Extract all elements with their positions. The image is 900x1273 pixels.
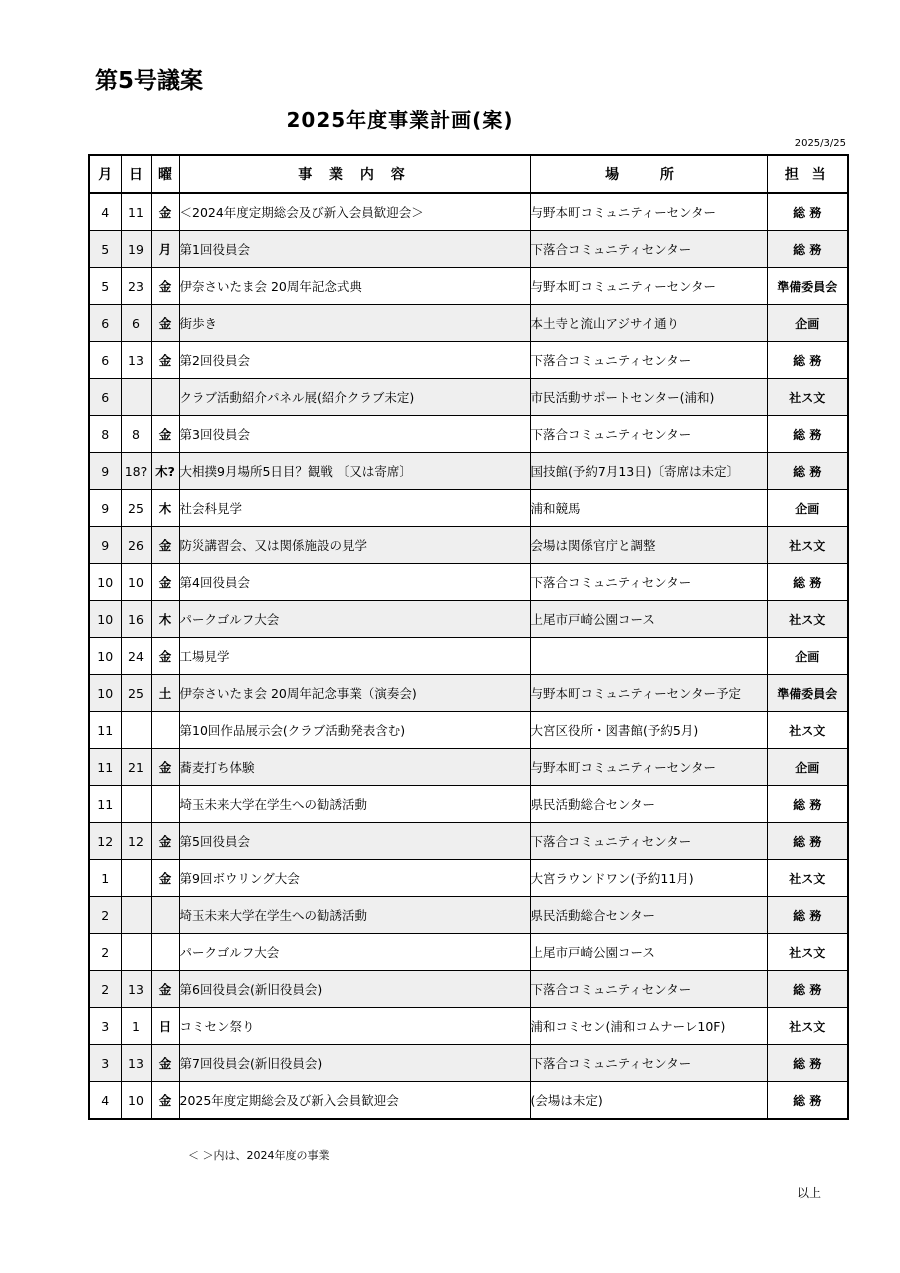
cell-place: 与野本町コミュニティーセンター <box>530 749 767 786</box>
cell-event: 街歩き <box>179 305 530 342</box>
table-row <box>89 453 848 490</box>
cell-day <box>121 860 151 897</box>
cell-day <box>121 712 151 749</box>
cell-place: 浦和競馬 <box>530 490 767 527</box>
cell-month: 6 <box>89 379 121 416</box>
cell-weekday: 金 <box>151 823 179 860</box>
cell-weekday: 土 <box>151 675 179 712</box>
cell-month: 12 <box>89 823 121 860</box>
cell-weekday: 金 <box>151 860 179 897</box>
cell-month: 3 <box>89 1045 121 1082</box>
cell-place: 大宮ラウンドワン(予約11月) <box>530 860 767 897</box>
closing-mark: 以上 <box>797 1186 822 1200</box>
cell-month: 2 <box>89 897 121 934</box>
table-row <box>89 564 848 601</box>
table-header-row <box>89 155 848 193</box>
cell-event: 第5回役員会 <box>179 823 530 860</box>
cell-weekday: 金 <box>151 971 179 1008</box>
cell-owner: 総 務 <box>767 897 848 934</box>
cell-owner: 社ス文 <box>767 379 848 416</box>
cell-place: 下落合コミュニティセンター <box>530 564 767 601</box>
cell-owner: 社ス文 <box>767 601 848 638</box>
cell-place: 与野本町コミュニティーセンター <box>530 268 767 305</box>
cell-month: 10 <box>89 675 121 712</box>
cell-place: 下落合コミュニティセンター <box>530 1045 767 1082</box>
cell-owner: 総 務 <box>767 1082 848 1120</box>
table-row <box>89 1082 848 1120</box>
cell-day: 13 <box>121 342 151 379</box>
cell-weekday: 金 <box>151 305 179 342</box>
cell-month: 2 <box>89 934 121 971</box>
cell-day: 16 <box>121 601 151 638</box>
table-row <box>89 1045 848 1082</box>
cell-weekday: 木 <box>151 490 179 527</box>
table-row <box>89 749 848 786</box>
cell-event: コミセン祭り <box>179 1008 530 1045</box>
cell-owner: 準備委員会 <box>767 675 848 712</box>
cell-event: 第1回役員会 <box>179 231 530 268</box>
cell-owner: 企画 <box>767 749 848 786</box>
cell-month: 9 <box>89 453 121 490</box>
cell-event: ＜2024年度定期総会及び新入会員歓迎会＞ <box>179 193 530 231</box>
table-row <box>89 823 848 860</box>
cell-event: 第9回ボウリング大会 <box>179 860 530 897</box>
cell-event: 工場見学 <box>179 638 530 675</box>
cell-place: 浦和コミセン(浦和コムナーレ10F) <box>530 1008 767 1045</box>
cell-place <box>530 638 767 675</box>
cell-day: 11 <box>121 193 151 231</box>
cell-owner: 総 務 <box>767 193 848 231</box>
header-weekday: 曜 <box>151 155 179 193</box>
cell-weekday: 金 <box>151 527 179 564</box>
cell-weekday: 金 <box>151 268 179 305</box>
cell-owner: 企画 <box>767 305 848 342</box>
cell-event: 伊奈さいたま会 20周年記念式典 <box>179 268 530 305</box>
cell-place: 県民活動総合センター <box>530 786 767 823</box>
cell-day <box>121 897 151 934</box>
table-row <box>89 860 848 897</box>
cell-weekday: 月 <box>151 231 179 268</box>
cell-event: パークゴルフ大会 <box>179 601 530 638</box>
cell-event: 第2回役員会 <box>179 342 530 379</box>
cell-owner: 総 務 <box>767 231 848 268</box>
table-row <box>89 971 848 1008</box>
cell-place: 県民活動総合センター <box>530 897 767 934</box>
cell-weekday: 金 <box>151 193 179 231</box>
cell-event: 第4回役員会 <box>179 564 530 601</box>
cell-owner: 総 務 <box>767 786 848 823</box>
cell-day: 1 <box>121 1008 151 1045</box>
cell-event: 埼玉未来大学在学生への勧誘活動 <box>179 897 530 934</box>
table-row <box>89 305 848 342</box>
cell-owner: 社ス文 <box>767 527 848 564</box>
cell-day: 6 <box>121 305 151 342</box>
cell-weekday: 木? <box>151 453 179 490</box>
cell-place: 下落合コミュニティセンター <box>530 342 767 379</box>
header-month: 月 <box>89 155 121 193</box>
table-row <box>89 934 848 971</box>
table-row <box>89 268 848 305</box>
cell-event: 第7回役員会(新旧役員会) <box>179 1045 530 1082</box>
cell-month: 9 <box>89 490 121 527</box>
cell-weekday: 金 <box>151 638 179 675</box>
cell-weekday: 金 <box>151 342 179 379</box>
cell-place: 下落合コミュニティセンター <box>530 823 767 860</box>
cell-owner: 企画 <box>767 490 848 527</box>
cell-place: 上尾市戸崎公園コース <box>530 934 767 971</box>
cell-owner: 社ス文 <box>767 934 848 971</box>
document-date: 2025/3/25 <box>794 138 846 149</box>
cell-day: 23 <box>121 268 151 305</box>
table-row <box>89 193 848 231</box>
cell-month: 11 <box>89 749 121 786</box>
cell-day: 10 <box>121 1082 151 1120</box>
cell-month: 11 <box>89 786 121 823</box>
cell-weekday: 金 <box>151 416 179 453</box>
cell-day: 21 <box>121 749 151 786</box>
cell-month: 8 <box>89 416 121 453</box>
table-row <box>89 416 848 453</box>
cell-weekday: 金 <box>151 1082 179 1120</box>
cell-place: 下落合コミュニティセンター <box>530 971 767 1008</box>
cell-owner: 総 務 <box>767 416 848 453</box>
cell-day: 13 <box>121 1045 151 1082</box>
cell-month: 2 <box>89 971 121 1008</box>
header-day: 日 <box>121 155 151 193</box>
cell-event: 2025年度定期総会及び新入会員歓迎会 <box>179 1082 530 1120</box>
cell-day: 25 <box>121 675 151 712</box>
cell-weekday <box>151 712 179 749</box>
cell-day: 24 <box>121 638 151 675</box>
cell-day: 19 <box>121 231 151 268</box>
header-event: 事 業 内 容 <box>179 155 530 193</box>
cell-weekday: 金 <box>151 1045 179 1082</box>
table-row <box>89 712 848 749</box>
header-owner: 担 当 <box>767 155 848 193</box>
cell-owner: 社ス文 <box>767 1008 848 1045</box>
cell-owner: 総 務 <box>767 564 848 601</box>
cell-place: 国技館(予約7月13日)〔寄席は未定〕 <box>530 453 767 490</box>
cell-weekday <box>151 934 179 971</box>
cell-event: 蕎麦打ち体験 <box>179 749 530 786</box>
cell-owner: 総 務 <box>767 823 848 860</box>
cell-event: 大相撲9月場所5日目？観戦 〔又は寄席〕 <box>179 453 530 490</box>
cell-owner: 総 務 <box>767 971 848 1008</box>
cell-weekday <box>151 379 179 416</box>
cell-day: 8 <box>121 416 151 453</box>
table-row <box>89 1008 848 1045</box>
table-row <box>89 527 848 564</box>
cell-month: 6 <box>89 305 121 342</box>
event-plan-table <box>88 154 849 1120</box>
cell-owner: 総 務 <box>767 342 848 379</box>
cell-month: 1 <box>89 860 121 897</box>
cell-event: パークゴルフ大会 <box>179 934 530 971</box>
cell-event: 第3回役員会 <box>179 416 530 453</box>
cell-event: 伊奈さいたま会 20周年記念事業（演奏会) <box>179 675 530 712</box>
cell-month: 9 <box>89 527 121 564</box>
table-row <box>89 490 848 527</box>
header-place: 場 所 <box>530 155 767 193</box>
cell-month: 5 <box>89 268 121 305</box>
cell-weekday <box>151 786 179 823</box>
cell-day <box>121 786 151 823</box>
footnote: ＜ ＞内は、2024年度の事業 <box>188 1149 330 1162</box>
cell-place: 大宮区役所・図書館(予約5月) <box>530 712 767 749</box>
cell-month: 5 <box>89 231 121 268</box>
table-row <box>89 601 848 638</box>
cell-event: 第6回役員会(新旧役員会) <box>179 971 530 1008</box>
table-row <box>89 379 848 416</box>
cell-weekday: 木 <box>151 601 179 638</box>
cell-owner: 準備委員会 <box>767 268 848 305</box>
cell-event: 防災講習会、又は関係施設の見学 <box>179 527 530 564</box>
cell-weekday <box>151 897 179 934</box>
cell-weekday: 金 <box>151 564 179 601</box>
cell-place: 上尾市戸崎公園コース <box>530 601 767 638</box>
cell-event: 第10回作品展示会(クラブ活動発表含む) <box>179 712 530 749</box>
table-row <box>89 675 848 712</box>
cell-owner: 社ス文 <box>767 860 848 897</box>
table-row <box>89 786 848 823</box>
cell-month: 3 <box>89 1008 121 1045</box>
cell-place: 与野本町コミュニティーセンター <box>530 193 767 231</box>
cell-owner: 総 務 <box>767 1045 848 1082</box>
table-row <box>89 638 848 675</box>
cell-event: 社会科見学 <box>179 490 530 527</box>
cell-owner: 企画 <box>767 638 848 675</box>
cell-month: 6 <box>89 342 121 379</box>
cell-day <box>121 934 151 971</box>
table-row <box>89 897 848 934</box>
agenda-number: 第5号議案 <box>95 68 204 94</box>
cell-month: 10 <box>89 638 121 675</box>
document-title: 2025年度事業計画(案) <box>286 108 514 132</box>
cell-month: 10 <box>89 601 121 638</box>
cell-day: 18? <box>121 453 151 490</box>
cell-day: 13 <box>121 971 151 1008</box>
cell-day: 12 <box>121 823 151 860</box>
cell-place: 市民活動サポートセンター(浦和) <box>530 379 767 416</box>
cell-month: 4 <box>89 1082 121 1120</box>
cell-place: 会場は関係官庁と調整 <box>530 527 767 564</box>
cell-weekday: 金 <box>151 749 179 786</box>
cell-day: 10 <box>121 564 151 601</box>
cell-place: 下落合コミュニティセンター <box>530 231 767 268</box>
cell-place: (会場は未定) <box>530 1082 767 1120</box>
cell-place: 本土寺と流山アジサイ通り <box>530 305 767 342</box>
cell-place: 与野本町コミュニティーセンター予定 <box>530 675 767 712</box>
cell-place: 下落合コミュニティセンター <box>530 416 767 453</box>
cell-owner: 総 務 <box>767 453 848 490</box>
cell-event: クラブ活動紹介パネル展(紹介クラブ未定) <box>179 379 530 416</box>
cell-month: 4 <box>89 193 121 231</box>
cell-day <box>121 379 151 416</box>
table-row <box>89 342 848 379</box>
table-row <box>89 231 848 268</box>
cell-owner: 社ス文 <box>767 712 848 749</box>
cell-event: 埼玉未来大学在学生への勧誘活動 <box>179 786 530 823</box>
cell-month: 11 <box>89 712 121 749</box>
cell-day: 26 <box>121 527 151 564</box>
cell-weekday: 日 <box>151 1008 179 1045</box>
cell-month: 10 <box>89 564 121 601</box>
cell-day: 25 <box>121 490 151 527</box>
